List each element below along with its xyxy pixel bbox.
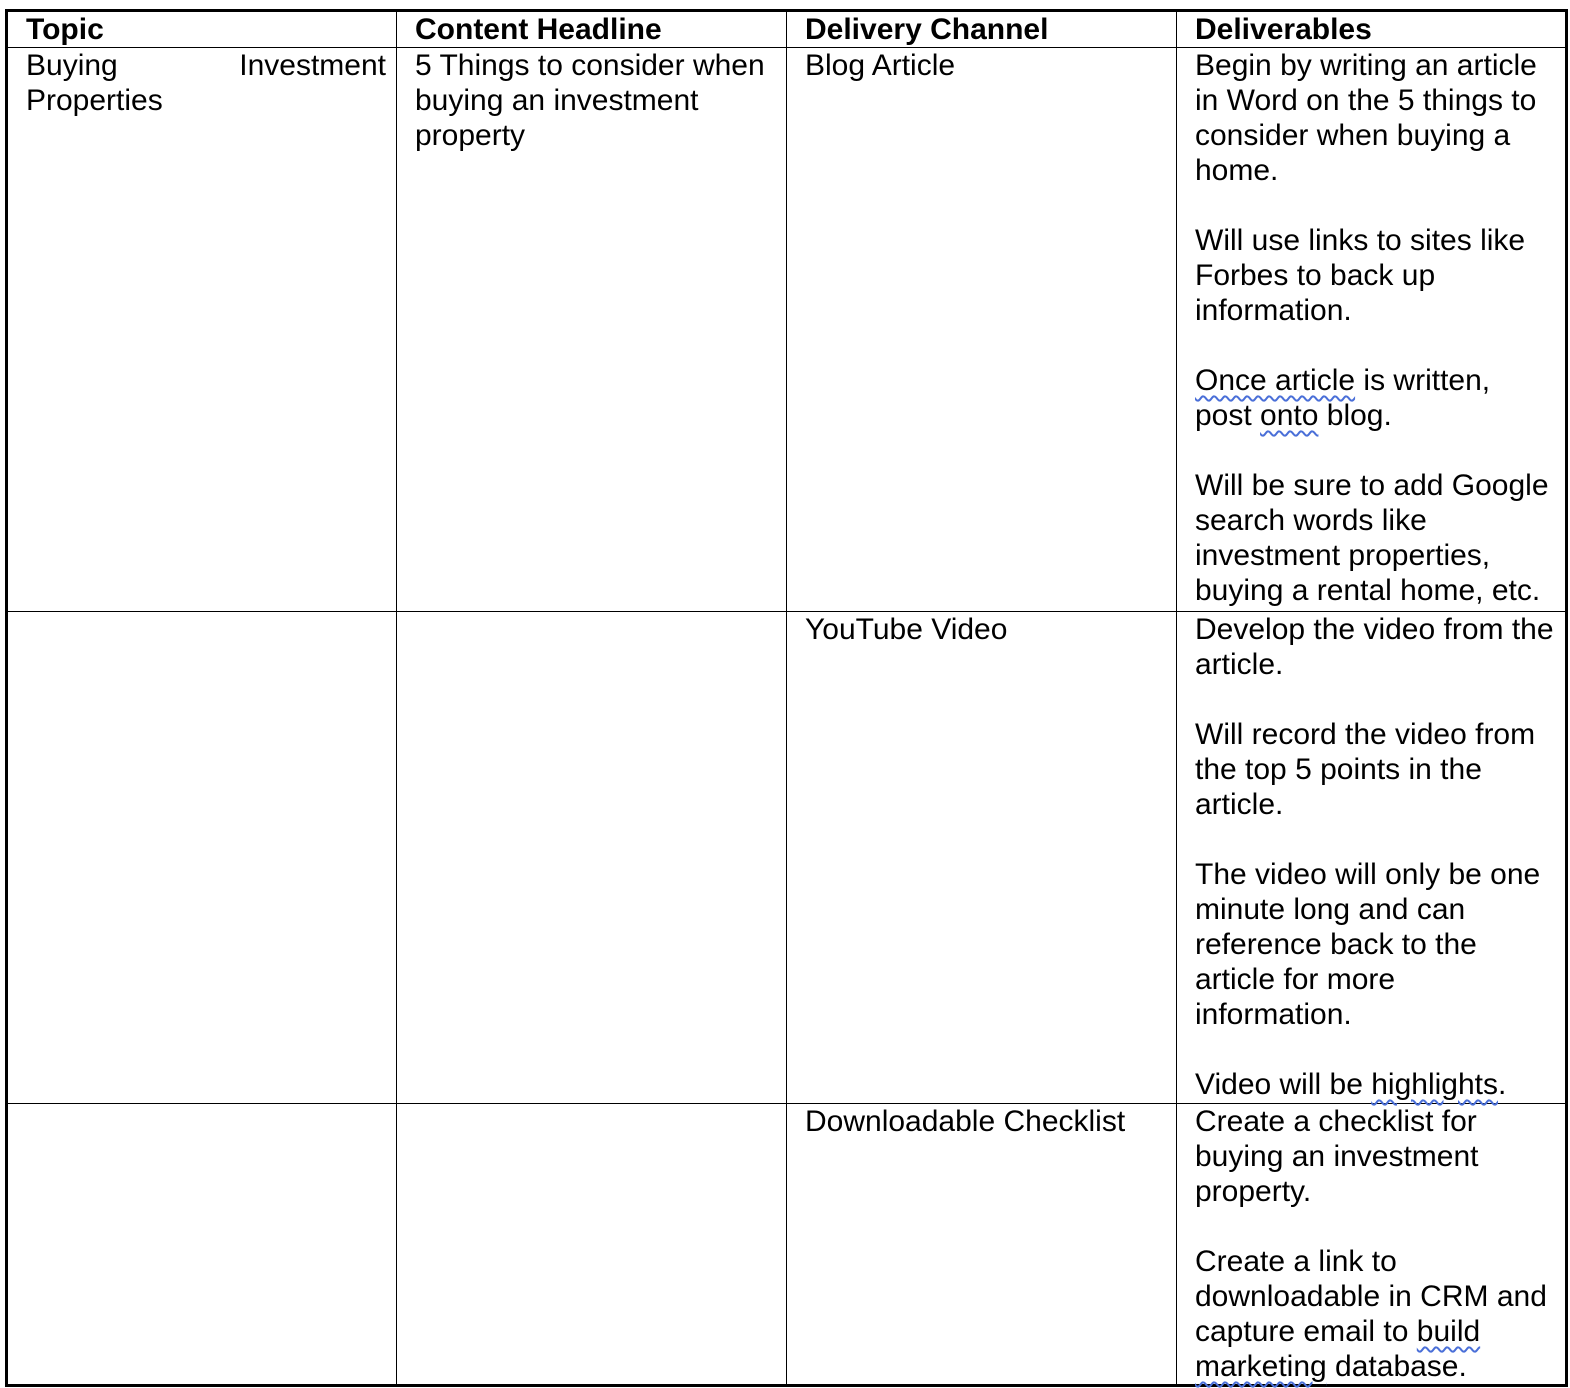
headline-cell[interactable]: 5 Things to consider when buying an investment property [397, 48, 787, 612]
text-run: blog. [1318, 399, 1392, 432]
spellcheck-word[interactable]: build [1416, 1315, 1481, 1348]
content-plan-table [5, 9, 1568, 1387]
text-run: database. [1326, 1350, 1467, 1383]
channel-cell[interactable]: Downloadable Checklist [787, 1104, 1177, 1386]
deliverables-cell[interactable] [1177, 612, 1567, 1104]
table-row [7, 48, 1567, 612]
header-content-headline: Content Headline [397, 11, 787, 48]
topic-cell[interactable]: Buying Investment Properties [7, 48, 397, 612]
text-run: Video will be [1195, 1068, 1372, 1101]
deliverables-cell[interactable] [1177, 48, 1567, 612]
table-row [7, 612, 1567, 1104]
topic-cell[interactable] [7, 612, 397, 1104]
deliverable-paragraph: Will use links to sites like Forbes to back up information. [1195, 224, 1526, 327]
deliverable-paragraph [1195, 1244, 1555, 1384]
spellcheck-word[interactable]: Once article [1195, 364, 1356, 397]
header-row [7, 11, 1567, 48]
spellcheck-word[interactable]: highlights [1371, 1068, 1498, 1101]
channel-cell[interactable]: Blog Article [787, 48, 1177, 612]
headline-cell[interactable] [397, 612, 787, 1104]
deliverable-paragraph: Will record the video from the top 5 points in the article. [1195, 718, 1536, 821]
deliverable-paragraph: Begin by writing an article in Word on the 5 things to consider when buying a home. [1195, 49, 1537, 187]
text-run: Create a link to downloadable in CRM and capture email to [1195, 1245, 1547, 1348]
header-delivery-channel: Delivery Channel [787, 11, 1177, 48]
topic-cell[interactable] [7, 1104, 397, 1386]
deliverable-paragraph: Create a checklist for buying an investment property. [1195, 1105, 1479, 1208]
deliverable-paragraph: Develop the video from the article. [1195, 613, 1554, 681]
deliverable-paragraph [1195, 1067, 1555, 1102]
spellcheck-word[interactable]: marketing [1195, 1350, 1327, 1383]
text-run: is written, post [1195, 364, 1491, 432]
spellcheck-word[interactable]: onto [1260, 399, 1319, 432]
deliverable-paragraph: Will be sure to add Google search words like investment properties, buying a rental home, etc. [1195, 469, 1549, 607]
header-deliverables: Deliverables [1177, 11, 1567, 48]
deliverable-paragraph: The video will only be one minute long and can reference back to the article for more information. [1195, 858, 1541, 1031]
channel-cell[interactable]: YouTube Video [787, 612, 1177, 1104]
table-row [7, 1104, 1567, 1386]
header-topic: Topic [7, 11, 397, 48]
deliverable-paragraph [1195, 363, 1555, 433]
headline-cell[interactable] [397, 1104, 787, 1386]
text-run: . [1498, 1068, 1507, 1101]
deliverables-cell[interactable] [1177, 1104, 1567, 1386]
